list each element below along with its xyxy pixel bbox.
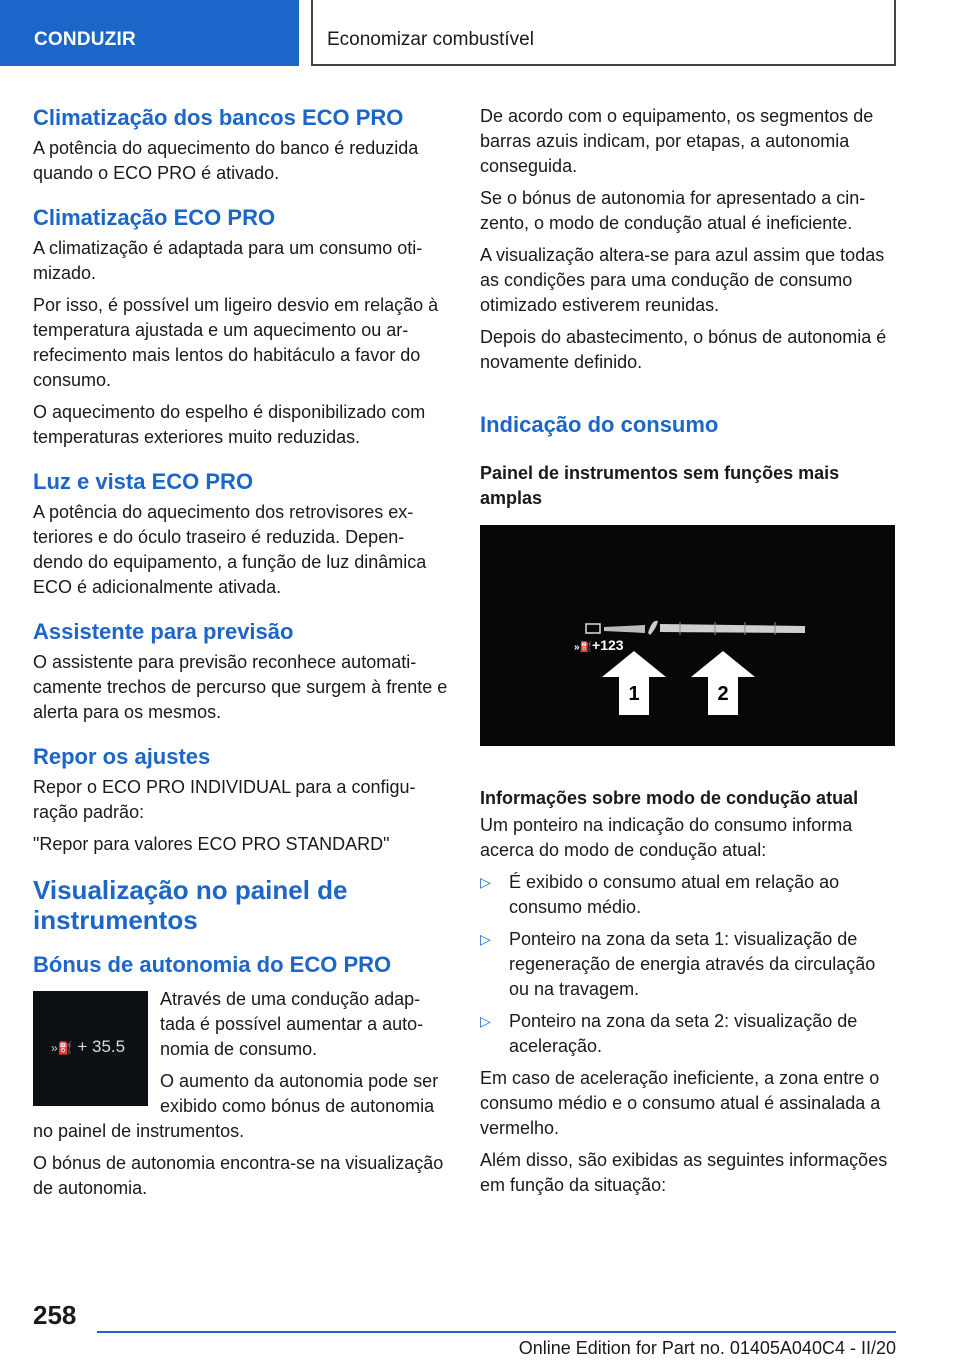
page-number: 258 (33, 1300, 77, 1330)
arrow-1-label: 1 (628, 683, 640, 705)
para-light: A potência do aquecimento dos retrovisores exteriores e do óculo traseiro é reduzida. Dependendo do equipamento, a função de luz dinâmica ECO é adicionalmente ativada. (33, 502, 427, 597)
para-climate-3: O aquecimento do espelho é disponibilizado com temperaturas exteriores muito reduzidas. (33, 402, 426, 447)
para-climate-1: A climatização é adaptada para um consumo otimizado. (33, 238, 423, 283)
list-item (480, 870, 897, 920)
eco-bonus-readout (51, 1037, 125, 1057)
para-reset-2: "Repor para valores ECO PRO STANDARD" (33, 834, 390, 854)
right-column (480, 104, 897, 1205)
para-r4: Depois do abastecimento, o bónus de autonomia é novamente definido. (480, 327, 887, 372)
bullet-text: Ponteiro na zona da seta 1: visualização de regeneração de energia através da circulação ou na travagem. (509, 929, 876, 999)
bullet-list (480, 870, 897, 1059)
para-pointer: Um ponteiro na indicação do consumo informa acerca do modo de condução atual: (480, 815, 853, 860)
eco-bonus-image (33, 991, 148, 1106)
heading-panel: Painel de instrumentos sem funções mais amplas (480, 463, 840, 508)
left-column (33, 104, 448, 1208)
heading-consumption: Indicação do consumo (480, 412, 719, 437)
footer-divider (97, 1331, 896, 1333)
arrow-up-icon (602, 651, 666, 677)
heading-climate: Climatização ECO PRO (33, 205, 276, 230)
fuel-pump-icon: »⛽ (574, 642, 593, 653)
heading-assistant: Assistente para previsão (33, 619, 294, 644)
fuel-pump-icon: »⛽ (51, 1041, 73, 1055)
triangle-bullet-icon: ▷ (480, 1013, 491, 1029)
instrument-cluster-image (480, 525, 895, 746)
heading-driving-info: Informações sobre modo de condução atual (480, 788, 859, 808)
arrow-1 (602, 651, 666, 715)
para-assistant: O assistente para previsão reconhece automaticamente trechos de percurso que surgem à frente e alerta para os mesmos. (33, 652, 448, 722)
para-r1: De acordo com o equipamento, os segmentos de barras azuis indicam, por etapas, a autonomia conseguida. (480, 106, 874, 176)
heading-light: Luz e vista ECO PRO (33, 469, 254, 494)
para-bonus-3: O bónus de autonomia encontra-se na visualização de autonomia. (33, 1153, 444, 1198)
heading-reset: Repor os ajustes (33, 744, 211, 769)
triangle-bullet-icon: ▷ (480, 931, 491, 947)
eco-bonus-value: + 35.5 (77, 1037, 126, 1056)
triangle-bullet-icon: ▷ (480, 874, 491, 890)
arrow-up-icon (691, 651, 755, 677)
bullet-text: Ponteiro na zona da seta 2: visualização de aceleração. (509, 1011, 858, 1056)
para-r2: Se o bónus de autonomia for apresentado a cinzento, o modo de condução atual é ineficiente. (480, 188, 866, 233)
para-climate-2: Por isso, é possível um ligeiro desvio em relação à temperatura ajustada e um aquecimento ou arrefecimento mais lentos do habitáculo a favor do consumo. (33, 295, 439, 390)
arrow-2 (691, 651, 755, 715)
cluster-range-value: +123 (592, 637, 624, 653)
para-bonus-1: Através de uma condução adaptada é possível aumentar a autonomia de consumo. (160, 989, 424, 1059)
topic-title: Economizar combustível (311, 0, 896, 66)
heading-seats: Climatização dos bancos ECO PRO (33, 105, 404, 130)
consumption-bar-graphic (480, 525, 895, 746)
list-item (480, 927, 897, 1002)
list-item (480, 1009, 897, 1059)
bullet-text: É exibido o consumo atual em relação ao consumo médio. (509, 872, 840, 917)
para-acceleration: Em caso de aceleração ineficiente, a zona entre o consumo médio e o consumo atual é assinalada a vermelho. (480, 1068, 881, 1138)
heading-visualization: Visualização no painel de instrumentos (33, 875, 348, 935)
edition-footer: Online Edition for Part no. 01405A040C4 - II/20 (518, 1338, 896, 1358)
para-more-info: Além disso, são exibidas as seguintes informações em função da situação: (480, 1150, 888, 1195)
para-r3: A visualização altera-se para azul assim que todas as condições para uma condução de consumo otimizado estiverem reunidas. (480, 245, 885, 315)
para-reset-1: Repor o ECO PRO INDIVIDUAL para a configuração padrão: (33, 777, 416, 822)
arrow-2-label: 2 (717, 683, 729, 705)
heading-bonus: Bónus de autonomia do ECO PRO (33, 952, 392, 977)
para-bonus-2: O aumento da autonomia pode ser exibido como bónus de autonomia no painel de instrumentos. (33, 1071, 439, 1141)
section-tab: CONDUZIR (0, 0, 299, 66)
para-seats: A potência do aquecimento do banco é reduzida quando o ECO PRO é ativado. (33, 138, 419, 183)
